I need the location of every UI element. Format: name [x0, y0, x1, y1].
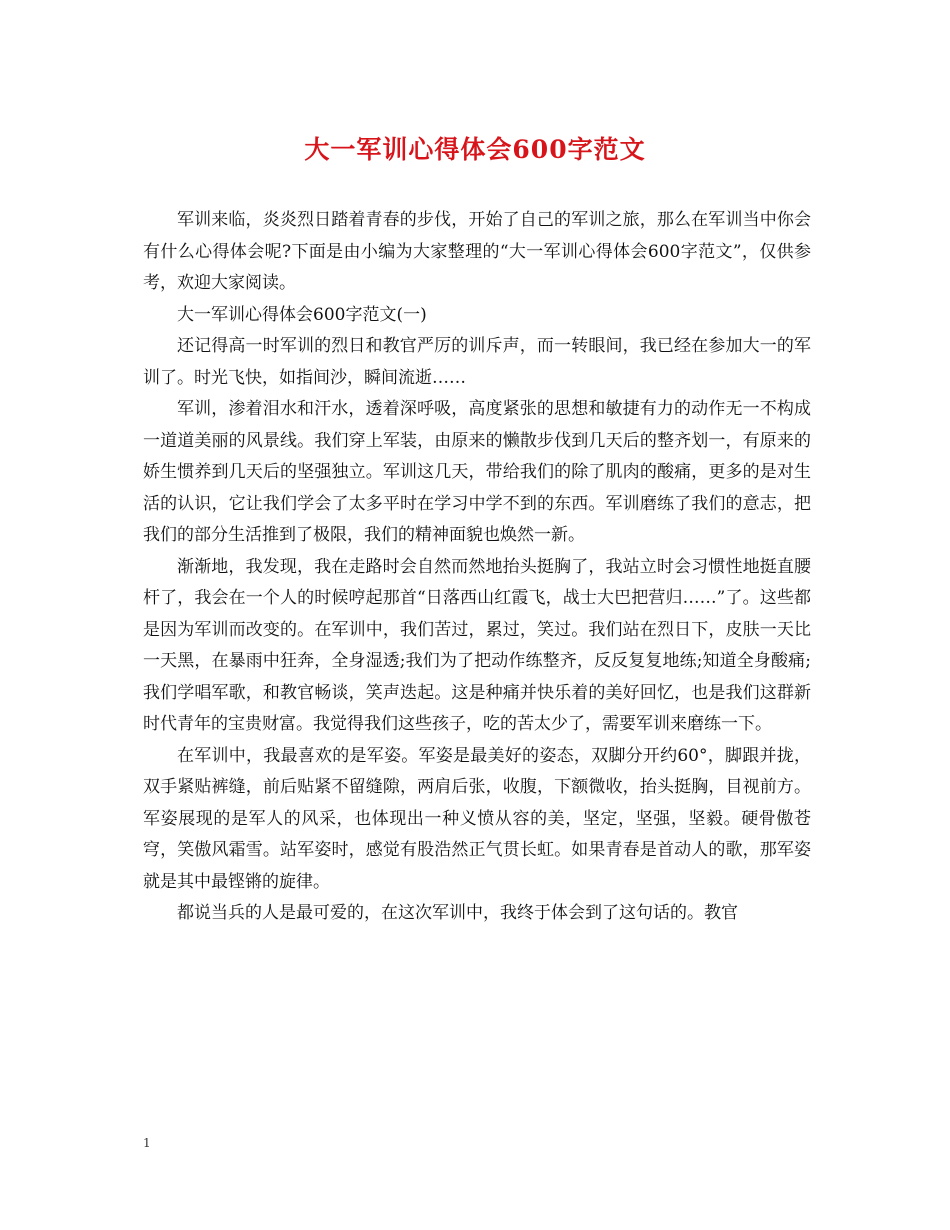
paragraph: 还记得高一时军训的烈日和教官严厉的训斥声，而一转眼间，我已经在参加大一的军训了。时光飞快，如指间沙，瞬间流逝…… — [143, 336, 811, 388]
section-heading: 大一军训心得体会600字范文(一) — [177, 304, 427, 325]
paragraph: 都说当兵的人是最可爱的，在这次军训中，我终于体会到了这句话的。教官 — [177, 903, 738, 923]
paragraph-intro: 军训来临，炎炎烈日踏着青春的步伐，开始了自己的军训之旅，那么在军训当中你会有什么心得体会呢?下面是由小编为大家整理的“大一军训心得体会600字范文”，仅供参考，欢迎大家阅读。 — [143, 210, 811, 293]
paragraph: 在军训中，我最喜欢的是军姿。军姿是最美好的姿态，双脚分开约60°，脚跟并拢，双手紧贴裤缝，前后贴紧不留缝隙，两肩后张，收腹，下额微收，抬头挺胸，目视前方。军姿展现的是军人的风采，也体现出一种义愤从容的美，坚定，坚强，坚毅。硬骨傲苍穹，笑傲风霜雪。站军姿时，感觉有股浩然正气贯长虹。如果青春是首动人的歌，那军姿就是其中最铿锵的旋律。 — [143, 745, 811, 892]
paragraph: 军训，渗着泪水和汗水，透着深呼吸，高度紧张的思想和敏捷有力的动作无一不构成一道道美丽的风景线。我们穿上军装，由原来的懒散步伐到几天后的整齐划一，有原来的娇生惯养到几天后的坚强独立。军训这几天，带给我们的除了肌肉的酸痛，更多的是对生活的认识，它让我们学会了太多平时在学习中学不到的东西。军训磨练了我们的意志，把我们的部分生活推到了极限，我们的精神面貌也焕然一新。 — [143, 399, 811, 545]
document-title: 大一军训心得体会600字范文 — [304, 135, 646, 164]
paragraph: 渐渐地，我发现，我在走路时会自然而然地抬头挺胸了，我站立时会习惯性地挺直腰杆了，我会在一个人的时候哼起那首“日落西山红霞飞，战士大巴把营归……”了。这些都是因为军训而改变的。在军训中，我们苦过，累过，笑过。我们站在烈日下，皮肤一天比一天黑，在暴雨中狂奔，全身湿透;我们为了把动作练整齐，反反复复地练;知道全身酸痛;我们学唱军歌，和教官畅谈，笑声迭起。这是种痛并快乐着的美好回忆，也是我们这群新时代青年的宝贵财富。我觉得我们这些孩子，吃的苦太少了，需要军训来磨练一下。 — [143, 556, 811, 734]
document-body — [143, 205, 811, 930]
page-number: 1 — [143, 1136, 151, 1150]
